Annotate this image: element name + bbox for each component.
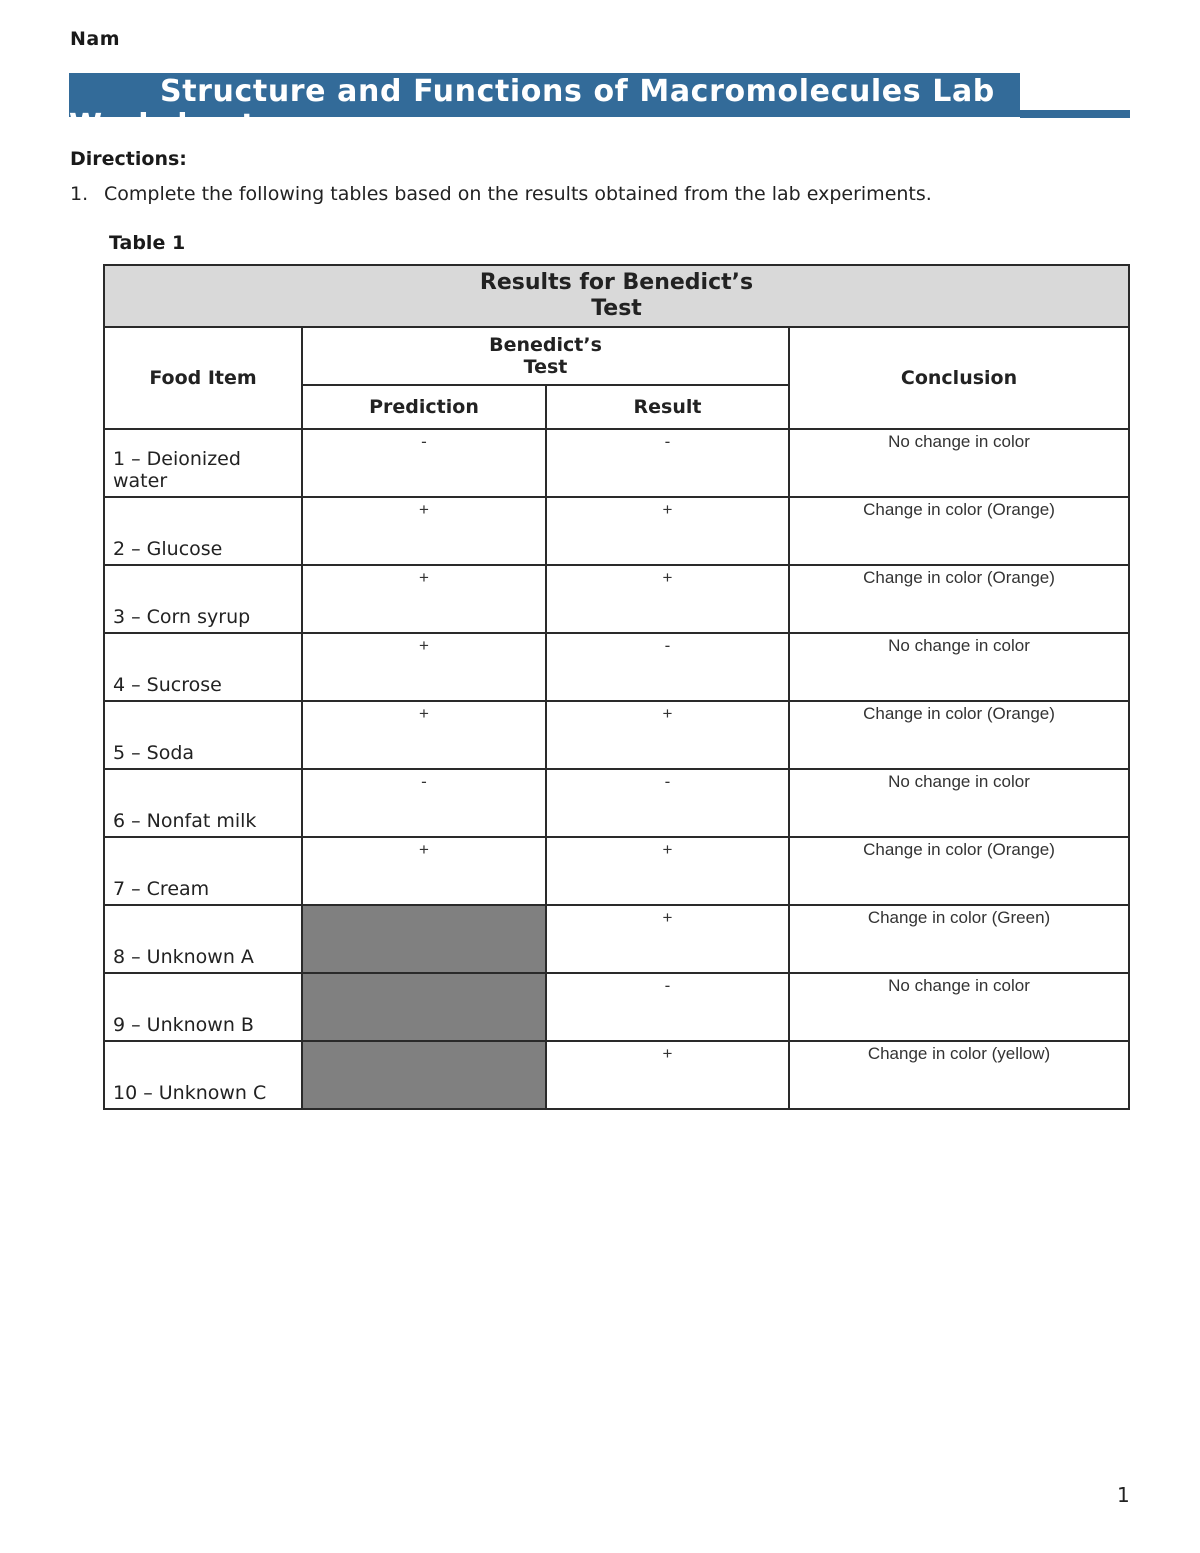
table-row: [104, 769, 1129, 837]
table-row: [104, 1041, 1129, 1109]
cell-food-item: [104, 837, 302, 905]
food-item-label: 6 – Nonfat milk: [113, 810, 257, 832]
cell-result: +: [546, 837, 789, 905]
cell-result: -: [546, 769, 789, 837]
cell-conclusion: Change in color (Green): [789, 905, 1129, 973]
cell-conclusion: Change in color (Orange): [789, 565, 1129, 633]
header-prediction: Prediction: [302, 385, 546, 429]
cell-conclusion: Change in color (Orange): [789, 837, 1129, 905]
food-item-label: 9 – Unknown B: [113, 1014, 254, 1036]
header-result: Result: [546, 385, 789, 429]
table-row: [104, 633, 1129, 701]
name-label: Nam: [70, 28, 121, 50]
cell-conclusion: No change in color: [789, 973, 1129, 1041]
cell-food-item: [104, 701, 302, 769]
header-group-line1: Benedict’s: [489, 334, 602, 356]
food-item-label: 5 – Soda: [113, 742, 195, 764]
header-group-line2: Test: [523, 356, 568, 378]
direction-number: 1.: [70, 183, 89, 205]
cell-food-item: [104, 429, 302, 497]
cell-result: +: [546, 497, 789, 565]
title-band: [69, 73, 1020, 143]
page-title-overflow: Worksheet: [69, 108, 257, 143]
cell-prediction: -: [302, 429, 546, 497]
table-row: [104, 497, 1129, 565]
cell-result: +: [546, 701, 789, 769]
cell-prediction: +: [302, 565, 546, 633]
cell-conclusion: No change in color: [789, 429, 1129, 497]
cell-result: +: [546, 1041, 789, 1109]
table-caption: Table 1: [109, 232, 186, 254]
cell-food-item: [104, 769, 302, 837]
cell-food-item: [104, 565, 302, 633]
table-title-line2: Test: [591, 296, 642, 321]
direction-text: Complete the following tables based on the results obtained from the lab experiments.: [104, 183, 932, 205]
cell-prediction-shaded: [302, 1041, 546, 1109]
title-rule: [1020, 110, 1130, 118]
food-item-label: 1 – Deionized water: [113, 448, 241, 492]
food-item-label: 3 – Corn syrup: [113, 606, 251, 628]
table-row: [104, 565, 1129, 633]
cell-prediction: -: [302, 769, 546, 837]
cell-prediction: +: [302, 497, 546, 565]
cell-food-item: [104, 497, 302, 565]
cell-prediction-shaded: [302, 905, 546, 973]
table-row: [104, 973, 1129, 1041]
food-item-label: 10 – Unknown C: [113, 1082, 267, 1104]
food-item-label: 2 – Glucose: [113, 538, 223, 560]
page-title: Structure and Functions of Macromolecules Lab: [160, 74, 995, 109]
cell-result: +: [546, 905, 789, 973]
directions-label: Directions:: [70, 148, 187, 170]
cell-prediction: +: [302, 633, 546, 701]
cell-conclusion: Change in color (Orange): [789, 497, 1129, 565]
cell-prediction-shaded: [302, 973, 546, 1041]
cell-conclusion: Change in color (Orange): [789, 701, 1129, 769]
cell-result: -: [546, 973, 789, 1041]
food-item-label: 8 – Unknown A: [113, 946, 254, 968]
cell-conclusion: No change in color: [789, 769, 1129, 837]
header-conclusion: Conclusion: [789, 327, 1129, 429]
page-number: 1: [1117, 1483, 1130, 1507]
cell-prediction: +: [302, 701, 546, 769]
table-row: [104, 905, 1129, 973]
table-row: [104, 429, 1129, 497]
cell-result: -: [546, 633, 789, 701]
cell-prediction: +: [302, 837, 546, 905]
table-row: [104, 837, 1129, 905]
cell-result: +: [546, 565, 789, 633]
cell-food-item: [104, 633, 302, 701]
cell-food-item: [104, 1041, 302, 1109]
header-food-item: Food Item: [104, 327, 302, 429]
table-title-line1: Results for Benedict’s: [479, 270, 754, 295]
cell-food-item: [104, 973, 302, 1041]
cell-conclusion: Change in color (yellow): [789, 1041, 1129, 1109]
cell-food-item: [104, 905, 302, 973]
header-benedicts-test: [302, 327, 789, 385]
cell-conclusion: No change in color: [789, 633, 1129, 701]
table-row: [104, 701, 1129, 769]
table-title: [104, 265, 1129, 327]
cell-result: -: [546, 429, 789, 497]
benedicts-results-table: [103, 264, 1130, 1110]
food-item-label: 4 – Sucrose: [113, 674, 222, 696]
food-item-label: 7 – Cream: [113, 878, 210, 900]
direction-item: [70, 183, 932, 205]
